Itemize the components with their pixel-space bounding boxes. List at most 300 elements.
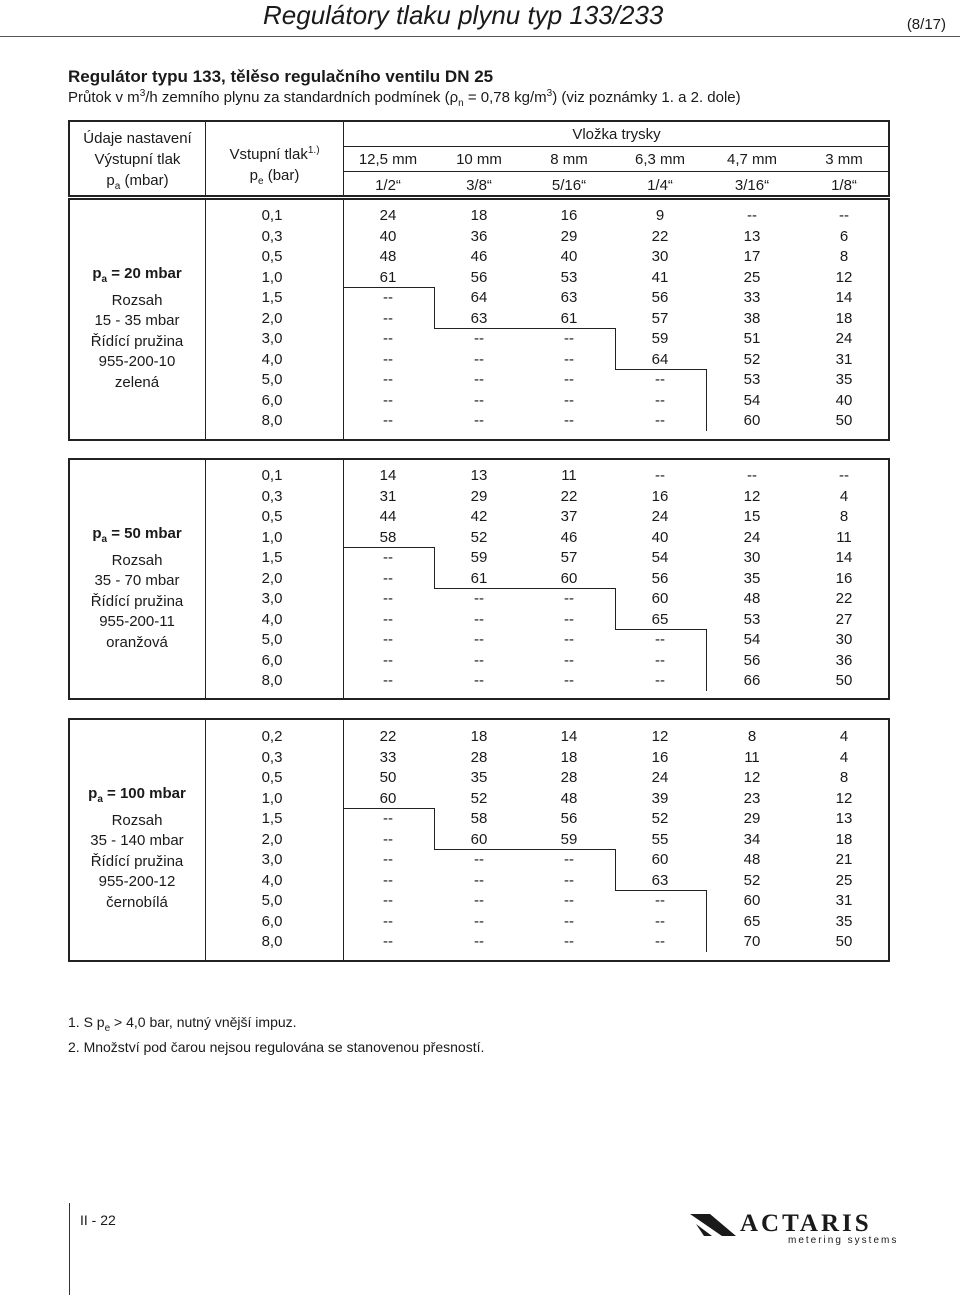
header-divider-h1 [343, 146, 889, 147]
nozzle-inch-label: 1/2“ [375, 177, 401, 194]
flow-value-cell: 52 [743, 871, 761, 889]
regulation-limit-step [615, 588, 616, 629]
inlet-pressure-cell: 5,0 [261, 892, 283, 909]
flow-value-cell: 30 [743, 549, 761, 566]
inlet-pressure-cell: 0,2 [261, 728, 283, 745]
nozzle-mm-label: 6,3 mm [634, 151, 685, 168]
inlet-pressure-cell: 2,0 [261, 569, 283, 587]
header-divider-h2 [343, 171, 889, 172]
label-range-title: Rozsah [111, 811, 163, 829]
flow-value-cell: 35 [743, 569, 761, 587]
flow-value-cell: 35 [835, 912, 853, 930]
flow-value-cell: 51 [743, 330, 761, 347]
label-spring: Řídící pružina [90, 852, 184, 870]
inlet-pressure-cell: 0,3 [261, 227, 283, 245]
flow-value-cell: 48 [743, 590, 761, 607]
flow-value-cell: -- [564, 892, 574, 909]
inlet-pressure-cell: 6,0 [261, 912, 283, 930]
flow-value-cell: 25 [743, 268, 761, 286]
flow-value-cell: -- [383, 330, 393, 347]
col1-header [70, 128, 205, 197]
flow-value-cell: 8 [839, 508, 849, 525]
flow-value-cell: 38 [743, 309, 761, 327]
flow-value-cell: 16 [651, 748, 669, 766]
flow-value-cell: -- [655, 371, 665, 388]
flow-value-cell: 40 [560, 248, 578, 265]
table-setting-label [70, 784, 204, 914]
flow-value-cell: 16 [651, 487, 669, 505]
label-range: 35 - 140 mbar [90, 832, 184, 850]
flow-value-cell: 13 [835, 810, 853, 827]
flow-value-cell: 48 [379, 248, 397, 265]
flow-value-cell: 15 [743, 508, 761, 525]
flow-value-cell: -- [383, 391, 393, 409]
flow-value-cell: 21 [835, 851, 853, 868]
flow-value-cell: 46 [560, 528, 578, 546]
flow-value-cell: 50 [379, 769, 397, 786]
flow-value-cell: 63 [560, 289, 578, 306]
flow-value-cell: -- [655, 933, 665, 950]
flow-value-cell: 8 [747, 728, 757, 745]
flow-value-cell: 56 [743, 651, 761, 669]
logo-subtitle: metering systems [788, 1235, 899, 1246]
inlet-pressure-cell: 0,5 [261, 248, 283, 265]
flow-value-cell: -- [655, 391, 665, 409]
flow-value-cell: 36 [470, 227, 488, 245]
flow-value-cell: 64 [651, 350, 669, 368]
flow-value-cell: 4 [839, 728, 849, 745]
section-title: Regulátor typu 133, tělěso regulačního ventilu DN 25 [68, 67, 494, 86]
nozzle-inch-label: 3/16“ [734, 177, 770, 194]
nozzle-inch-label: 1/4“ [647, 177, 673, 194]
flow-value-cell: -- [474, 892, 484, 909]
flow-value-cell: -- [474, 631, 484, 648]
flow-value-cell: -- [474, 912, 484, 930]
flow-value-cell: 18 [470, 207, 488, 224]
flow-value-cell: -- [747, 207, 757, 224]
inlet-pressure-cell: 4,0 [261, 350, 283, 368]
nozzle-inch-label: 5/16“ [551, 177, 587, 194]
flow-value-cell: 52 [470, 789, 488, 807]
flow-value-cell: 57 [651, 309, 669, 327]
col1-line3: $p_a$ (mbar) [106, 172, 169, 192]
inlet-pressure-cell: 8,0 [261, 672, 283, 689]
flow-value-cell: 12 [743, 769, 761, 786]
flow-value-cell: 12 [835, 789, 853, 807]
flow-value-cell: -- [474, 851, 484, 868]
inlet-pressure-cell: 8,0 [261, 412, 283, 429]
label-spring: Řídící pružina [90, 592, 184, 610]
inlet-pressure-cell: 6,0 [261, 391, 283, 409]
flow-value-cell: 60 [651, 851, 669, 868]
flow-value-cell: 11 [836, 528, 852, 546]
flow-value-cell: 53 [743, 610, 761, 628]
flow-value-cell: 60 [651, 590, 669, 607]
flow-value-cell: -- [655, 672, 665, 689]
flow-value-cell: 14 [560, 728, 578, 745]
inlet-pressure-cell: 3,0 [261, 590, 283, 607]
label-color: oranžová [106, 633, 168, 651]
col1-line2: Výstupní tlak [94, 151, 181, 168]
inlet-pressure-cell: 0,1 [261, 467, 283, 484]
flow-value-cell: -- [474, 610, 484, 628]
inlet-pressure-cell: 8,0 [261, 933, 283, 950]
flow-value-cell: -- [564, 631, 574, 648]
label-spring-no: 955-200-11 [99, 613, 175, 631]
inlet-pressure-cell: 0,5 [261, 769, 283, 786]
flow-value-cell: 44 [379, 508, 397, 525]
outlet-pressure-label: $p_a = 50$ mbar [92, 525, 182, 545]
flow-value-cell: -- [655, 631, 665, 648]
flow-value-cell: -- [383, 549, 393, 566]
page-title: Regulátory tlaku plynu typ 133/233 [263, 0, 664, 30]
flow-value-cell: -- [383, 289, 393, 306]
flow-value-cell: 41 [651, 268, 669, 286]
regulation-limit-line [343, 287, 434, 288]
nozzle-title: Vložka trysky [572, 126, 661, 143]
flow-value-cell: -- [383, 851, 393, 868]
flow-value-cell: 60 [379, 789, 397, 807]
flow-value-cell: 42 [470, 508, 488, 525]
flow-value-cell: -- [474, 871, 484, 889]
inlet-pressure-cell: 0,5 [261, 508, 283, 525]
label-spring-no: 955-200-10 [98, 353, 176, 371]
page-reference: (8/17) [906, 16, 946, 33]
regulation-limit-line [615, 629, 706, 630]
flow-text-4: ) (viz poznámky 1. a 2. dole) [552, 89, 741, 106]
flow-value-cell: -- [564, 912, 574, 930]
flow-text-3: = 0,78 kg/m [463, 89, 547, 106]
inlet-pressure-cell: 5,0 [261, 631, 283, 648]
regulation-limit-step [615, 328, 616, 369]
table-divider [343, 458, 344, 700]
flow-value-cell: 13 [743, 227, 761, 245]
inlet-pressure-cell: 5,0 [261, 371, 283, 388]
flow-value-cell: -- [655, 912, 665, 930]
flow-value-cell: -- [474, 330, 484, 347]
flow-value-cell: 61 [470, 569, 488, 587]
flow-value-cell: 12 [835, 268, 853, 286]
flow-value-cell: -- [564, 350, 574, 368]
flow-value-cell: 9 [655, 207, 665, 224]
flow-value-cell: 12 [651, 728, 669, 745]
label-range-title: Rozsah [111, 551, 163, 569]
flow-value-cell: 24 [651, 769, 669, 786]
flow-value-cell: -- [564, 371, 574, 388]
table-divider [205, 718, 206, 962]
flow-value-cell: -- [747, 467, 757, 484]
flow-value-cell: 11 [561, 467, 577, 484]
inlet-pressure-cell: 2,0 [261, 830, 283, 848]
col2-line2: $p_e$ (bar) [249, 167, 300, 187]
header-rule [0, 36, 960, 37]
inlet-pressure-cell: 3,0 [261, 851, 283, 868]
flow-value-cell: 50 [835, 672, 853, 689]
flow-value-cell: 60 [743, 892, 761, 909]
flow-value-cell: -- [564, 672, 574, 689]
flow-value-cell: -- [474, 672, 484, 689]
flow-value-cell: 60 [470, 830, 488, 848]
flow-value-cell: 18 [470, 728, 488, 745]
flow-value-cell: -- [474, 412, 484, 429]
flow-value-cell: -- [564, 330, 574, 347]
logo-name: ACTARIS [740, 1210, 872, 1237]
table-divider [205, 458, 206, 700]
label-range-title: Rozsah [111, 291, 163, 309]
flow-value-cell: -- [474, 371, 484, 388]
inlet-pressure-cell: 0,1 [261, 207, 283, 224]
flow-value-cell: 29 [743, 810, 761, 827]
flow-value-cell: 24 [743, 528, 761, 546]
flow-value-cell: -- [383, 590, 393, 607]
flow-value-cell: 22 [651, 227, 669, 245]
inlet-pressure-cell: 1,0 [261, 268, 283, 286]
outlet-pressure-label: $p_a = 20$ mbar [92, 265, 182, 285]
flow-value-cell: 35 [470, 769, 488, 786]
flow-value-cell: -- [564, 851, 574, 868]
regulation-limit-line [525, 328, 615, 329]
flow-value-cell: -- [839, 207, 849, 224]
actaris-logo [688, 1210, 908, 1250]
flow-value-cell: 56 [470, 268, 488, 286]
flow-value-cell: 59 [560, 830, 578, 848]
flow-value-cell: -- [474, 933, 484, 950]
flow-value-cell: 30 [651, 248, 669, 265]
regulation-limit-step [615, 849, 616, 890]
flow-value-cell: -- [383, 651, 393, 669]
inlet-pressure-cell: 1,0 [261, 528, 283, 546]
flow-value-cell: -- [383, 569, 393, 587]
note-2: 2. Množství pod čarou nejsou regulována se stanovenou přesností. [68, 1039, 485, 1055]
regulation-limit-step [706, 890, 707, 952]
inlet-pressure-cell: 1,5 [261, 289, 283, 306]
flow-value-cell: 60 [743, 412, 761, 429]
flow-value-cell: 13 [470, 467, 488, 484]
flow-value-cell: 28 [470, 748, 488, 766]
label-range: 15 - 35 mbar [94, 312, 180, 330]
regulation-limit-line [615, 890, 706, 891]
flow-value-cell: 56 [651, 289, 669, 306]
regulation-limit-line [434, 588, 525, 589]
flow-sub: n [458, 98, 464, 109]
flow-value-cell: 16 [835, 569, 853, 587]
flow-value-cell: 29 [560, 227, 578, 245]
flow-value-cell: 18 [835, 309, 853, 327]
flow-value-cell: -- [564, 391, 574, 409]
flow-value-cell: 23 [743, 789, 761, 807]
nozzle-mm-label: 4,7 mm [726, 151, 777, 168]
flow-value-cell: -- [383, 309, 393, 327]
label-color: černobílá [106, 893, 168, 911]
nozzle-inch-label: 1/8“ [831, 177, 857, 194]
flow-value-cell: 52 [651, 810, 669, 827]
flow-value-cell: 61 [560, 309, 578, 327]
table-setting-label [70, 524, 204, 654]
flow-value-cell: 22 [379, 728, 397, 745]
flow-value-cell: -- [474, 350, 484, 368]
flow-value-cell: 48 [560, 789, 578, 807]
logo-mark-icon [688, 1210, 738, 1240]
flow-value-cell: -- [383, 371, 393, 388]
flow-value-cell: 39 [651, 789, 669, 807]
flow-value-cell: -- [655, 651, 665, 669]
flow-value-cell: -- [383, 350, 393, 368]
flow-value-cell: 14 [835, 289, 853, 306]
table-divider [343, 718, 344, 962]
col2-header [206, 140, 343, 192]
flow-value-cell: 63 [470, 309, 488, 327]
flow-description [68, 88, 741, 109]
flow-value-cell: 33 [379, 748, 397, 766]
regulation-limit-step [706, 369, 707, 431]
regulation-limit-line [434, 328, 525, 329]
label-spring-no: 955-200-12 [98, 873, 176, 891]
inlet-pressure-cell: 4,0 [261, 610, 283, 628]
flow-value-cell: 40 [651, 528, 669, 546]
flow-value-cell: -- [383, 412, 393, 429]
regulation-limit-line [434, 849, 525, 850]
flow-value-cell: 29 [470, 487, 488, 505]
flow-value-cell: 56 [560, 810, 578, 827]
flow-value-cell: 27 [835, 610, 853, 628]
label-spring: Řídící pružina [90, 332, 184, 350]
regulation-limit-line [525, 588, 615, 589]
flow-value-cell: -- [383, 672, 393, 689]
flow-value-cell: 24 [651, 508, 669, 525]
regulation-limit-line [525, 849, 615, 850]
regulation-limit-step [434, 808, 435, 849]
flow-value-cell: 31 [835, 892, 853, 909]
flow-value-cell: -- [383, 830, 393, 848]
flow-value-cell: 54 [743, 391, 761, 409]
table-setting-label [70, 264, 204, 394]
flow-value-cell: 53 [560, 268, 578, 286]
table-divider [205, 198, 206, 441]
flow-value-cell: 8 [839, 769, 849, 786]
flow-value-cell: 14 [379, 467, 397, 484]
flow-value-cell: 40 [379, 227, 397, 245]
flow-value-cell: 48 [743, 851, 761, 868]
flow-value-cell: 12 [743, 487, 761, 505]
label-color: zelená [114, 373, 160, 391]
note-1: 1. S $p_e > 4,0$ bar, nutný vnější impuz. [68, 1014, 297, 1034]
flow-value-cell: 28 [560, 769, 578, 786]
flow-value-cell: 31 [379, 487, 397, 505]
flow-value-cell: 56 [651, 569, 669, 587]
flow-value-cell: 59 [651, 330, 669, 347]
label-range: 35 - 70 mbar [94, 572, 180, 590]
flow-value-cell: -- [564, 651, 574, 669]
flow-value-cell: -- [474, 651, 484, 669]
flow-value-cell: 8 [839, 248, 849, 265]
flow-value-cell: 57 [560, 549, 578, 566]
flow-value-cell: -- [839, 467, 849, 484]
flow-value-cell: -- [655, 412, 665, 429]
col1-line1: Údaje nastavení [83, 130, 192, 147]
inlet-pressure-cell: 0,3 [261, 487, 283, 505]
regulation-limit-step [706, 629, 707, 691]
flow-value-cell: -- [655, 467, 665, 484]
flow-text-1: Průtok v m [68, 89, 140, 106]
flow-value-cell: 25 [835, 871, 853, 889]
flow-value-cell: 22 [560, 487, 578, 505]
regulation-limit-step [434, 287, 435, 328]
flow-value-cell: -- [564, 871, 574, 889]
flow-value-cell: 61 [379, 268, 397, 286]
flow-value-cell: -- [564, 412, 574, 429]
flow-value-cell: 63 [651, 871, 669, 889]
inlet-pressure-cell: 3,0 [261, 330, 283, 347]
flow-value-cell: 31 [835, 350, 853, 368]
flow-value-cell: 60 [560, 569, 578, 587]
flow-value-cell: 70 [743, 933, 761, 950]
flow-value-cell: 65 [743, 912, 761, 930]
nozzle-mm-label: 12,5 mm [358, 151, 418, 168]
flow-value-cell: 36 [835, 651, 853, 669]
flow-value-cell: 30 [835, 631, 853, 648]
flow-value-cell: 53 [743, 371, 761, 388]
inlet-pressure-cell: 6,0 [261, 651, 283, 669]
flow-value-cell: 59 [470, 549, 488, 566]
flow-value-cell: 66 [743, 672, 761, 689]
flow-value-cell: 52 [743, 350, 761, 368]
flow-value-cell: -- [564, 590, 574, 607]
flow-value-cell: 54 [743, 631, 761, 648]
flow-value-cell: -- [564, 933, 574, 950]
flow-value-cell: -- [564, 610, 574, 628]
flow-value-cell: 34 [743, 830, 761, 848]
flow-value-cell: 40 [835, 391, 853, 409]
flow-value-cell: 50 [835, 933, 853, 950]
outlet-pressure-label: $p_a = 100$ mbar [88, 785, 186, 805]
regulation-limit-line [615, 369, 706, 370]
nozzle-mm-label: 3 mm [825, 151, 863, 168]
flow-sup-1: 3 [139, 88, 146, 99]
flow-value-cell: 37 [560, 508, 578, 525]
flow-value-cell: 4 [839, 487, 849, 505]
regulation-limit-line [343, 547, 434, 548]
page-number-rule [69, 1203, 70, 1295]
flow-value-cell: 65 [651, 610, 669, 628]
flow-value-cell: -- [383, 933, 393, 950]
flow-value-cell: 16 [560, 207, 578, 224]
inlet-pressure-cell: 0,3 [261, 748, 283, 766]
flow-value-cell: 64 [470, 289, 488, 306]
flow-value-cell: 18 [560, 748, 578, 766]
flow-value-cell: -- [383, 892, 393, 909]
col2-line1: Vstupní tlak$^{1.)}$ [229, 145, 320, 163]
flow-value-cell: -- [383, 610, 393, 628]
regulation-limit-step [434, 547, 435, 588]
flow-value-cell: 46 [470, 248, 488, 265]
page-number: II - 22 [80, 1212, 116, 1228]
flow-value-cell: 11 [744, 748, 760, 766]
nozzle-mm-label: 10 mm [456, 151, 502, 168]
flow-value-cell: -- [383, 810, 393, 827]
flow-value-cell: 58 [470, 810, 488, 827]
table-divider [343, 198, 344, 441]
inlet-pressure-cell: 1,5 [261, 810, 283, 827]
flow-value-cell: 17 [743, 248, 761, 265]
flow-value-cell: 14 [835, 549, 853, 566]
inlet-pressure-cell: 1,0 [261, 789, 283, 807]
flow-value-cell: -- [383, 631, 393, 648]
flow-value-cell: 6 [839, 227, 849, 245]
flow-value-cell: 4 [839, 748, 849, 766]
flow-value-cell: 22 [835, 590, 853, 607]
flow-value-cell: 35 [835, 371, 853, 388]
flow-value-cell: -- [474, 391, 484, 409]
